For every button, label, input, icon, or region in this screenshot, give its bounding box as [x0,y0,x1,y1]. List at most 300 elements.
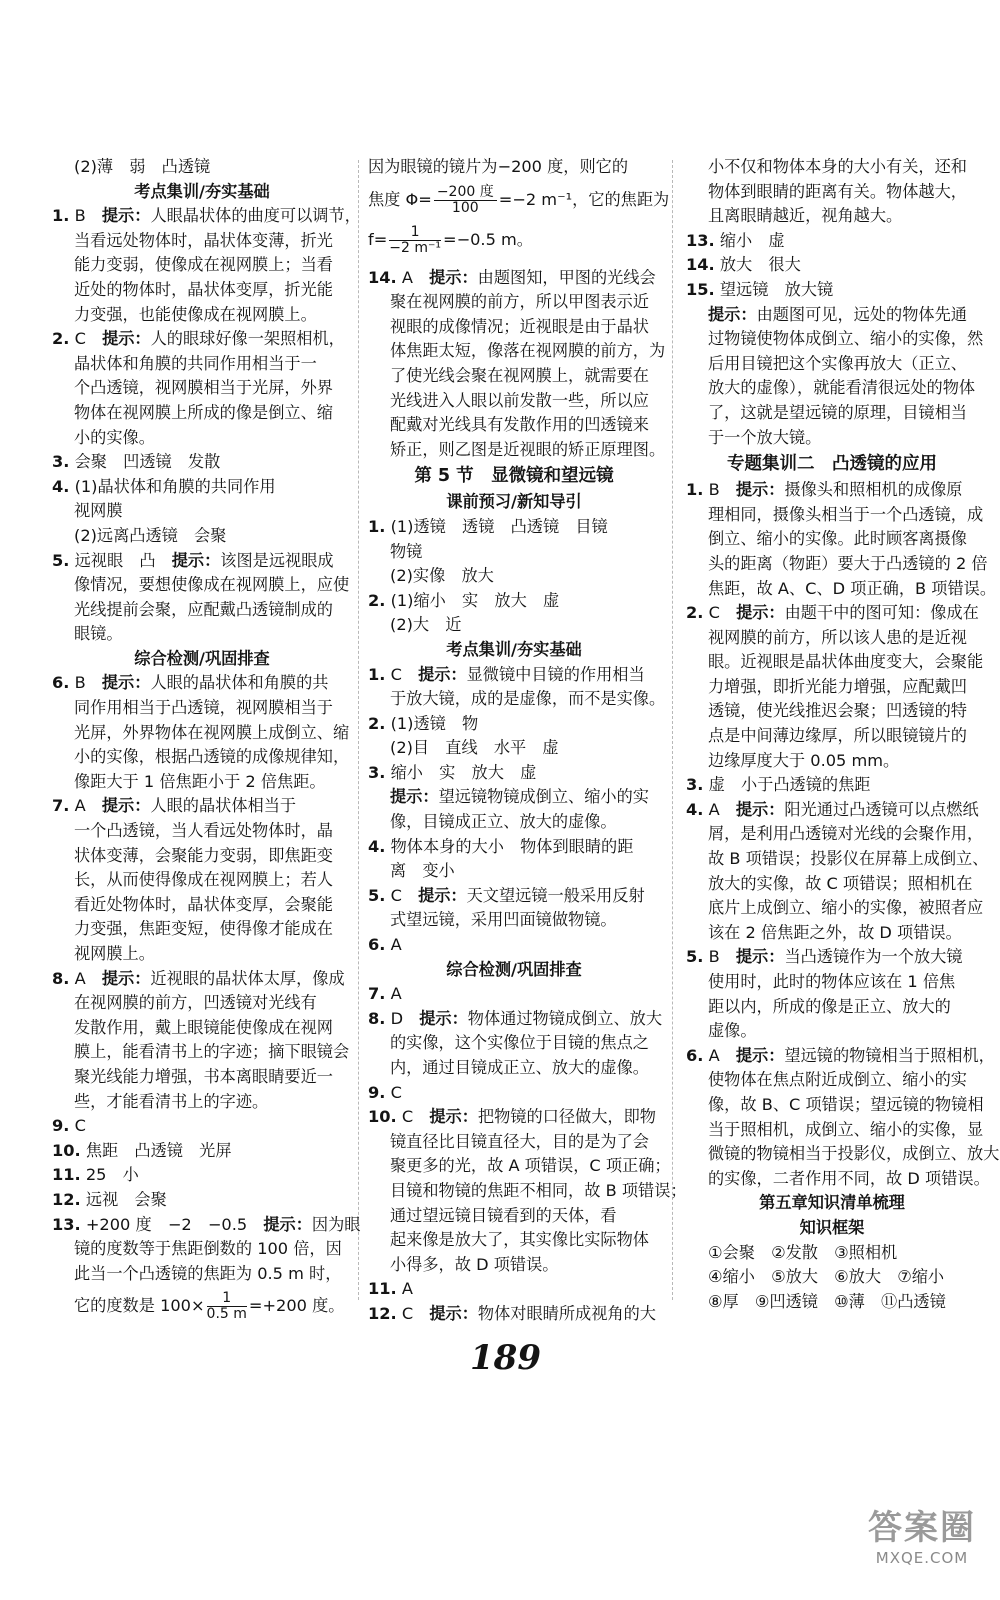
line-text: 的实像，二者作用不同，故 D 项错误。 [708,1168,990,1188]
text-line [686,1265,978,1290]
line-text: 能力变弱，使像成在视网膜上；当看 [74,255,333,275]
text-line [52,155,352,180]
answer-choice: C [385,664,419,684]
line-text: 望远镜的物镜相当于照相机， [784,1045,995,1065]
column-divider-left [358,160,359,1300]
line-text: 聚光线能力增强，书本离眼睛要近一 [74,1066,333,1086]
line-text: (1)缩小 实 放大 虚 [385,590,560,610]
answer-choice: A [703,799,736,819]
line-text: 离 变小 [390,861,455,881]
text-line [368,1253,660,1278]
line-text: 摄像头和照相机的成像原 [784,480,963,500]
line-text: 起来像是放大了，其实像比实际物体 [390,1230,649,1250]
answer-choice: A [396,267,430,287]
line-text: 天文望远镜一般采用反射 [466,885,645,905]
line-text: 头的距离（物距）要大于凸透镜的 2 倍 [708,553,988,573]
line-text: 视网膜 [74,501,123,521]
line-text: 小得多，故 D 项错误。 [390,1254,559,1274]
text-line [52,770,352,795]
line-text: 在视网膜的前方，凹透镜对光线有 [74,993,317,1013]
answer-item [368,1007,663,1032]
answer-choice: 远视眼 凸 [69,550,172,570]
hint-label: 提示： [429,1303,478,1323]
line-text: 当凸透镜作为一个放大镜 [784,947,963,967]
line-text: 边缘厚度大于 0.05 mm。 [708,750,900,770]
answer-column-3 [686,155,1000,1314]
line-text: 此当一个凸透镜的焦距为 0.5 m 时， [74,1263,342,1283]
item-number: 2. [52,329,70,349]
fraction: $\frac{1}{0.5 m}$ [206,1290,247,1323]
text-line [686,204,978,229]
line-text: 该图是远视眼成 [220,550,334,570]
line-text: 镜的度数等于焦距倒数的 100 倍，因 [74,1239,342,1259]
line-text: 通过望远镜目镜看到的天体，看 [390,1205,617,1225]
item-number: 6. [686,1045,704,1065]
text-line [686,626,978,651]
item-number: 2. [368,590,386,610]
text-line [52,253,352,278]
answer-item [52,549,352,574]
text-line [368,859,660,884]
answer-item [52,1163,352,1188]
line-text: 个凸透镜，视网膜相当于光屏，外界 [74,378,333,398]
line-text: 由题图可见，远处的物体先通 [756,304,967,324]
item-number: 4. [368,836,386,856]
item-number: 1. [52,206,70,226]
text-line [686,527,978,552]
hint-label: 提示： [708,304,757,324]
text-line [686,675,978,700]
text-line [368,1056,660,1081]
item-number: 1. [686,480,704,500]
hint-label: 提示： [735,947,785,967]
answer-item [368,266,660,291]
section-heading [368,462,660,490]
line-text: 屑，是利用凸透镜对光线的会聚作用， [708,824,984,844]
item-number: 2. [368,713,386,733]
section-heading [368,958,660,983]
line-text: 焦距，故 A、C、D 项正确，B 项错误。 [708,578,997,598]
answer-item [52,794,352,819]
focal-length-formula-line: f= $\frac{1}{\text{−2 m⁻¹}}$ =−0.5 m。 [368,223,533,256]
section-heading [686,450,978,478]
text-line [686,303,978,328]
text-line: 因为眼镜的镜片为−200 度，则它的 [368,157,629,176]
line-text: 力增强，即折光能力增强，应配戴凹 [708,676,967,696]
text-line [368,290,660,315]
text-line [52,1016,352,1041]
line-text: 发散作用，戴上眼镜能使像成在视网 [74,1017,333,1037]
line-text: 使物体在焦点附近成倒立、缩小的实 [708,1070,967,1090]
line-text: ④缩小 ⑤放大 ⑥放大 ⑦缩小 [708,1267,945,1287]
column-1-lines [52,155,361,1286]
section-heading [368,638,660,663]
text-line [52,819,352,844]
line-text: 物体本身的大小 物体到眼睛的距 [385,836,634,856]
line-text: 像，目镜成正立、放大的虚像。 [390,812,617,832]
item-number: 5. [368,885,386,905]
line-text: 过物镜使物体成倒立、缩小的实像，然 [708,329,984,349]
text-line [52,868,352,893]
line-text: 人眼晶状体的曲度可以调节， [150,206,361,226]
line-text: 聚更多的光，故 A 项错误，C 项正确； [390,1156,671,1176]
item-number: 14. [686,255,715,275]
answer-choice: C [396,1303,430,1323]
line-text: 聚在视网膜的前方，所以甲图表示近 [390,292,649,312]
line-text: 当看远处物体时，晶状体变薄，折光 [74,230,333,250]
text-line [52,278,352,303]
text-line [52,745,352,770]
line-text: (1)透镜 透镜 凸透镜 目镜 [385,516,608,536]
line-text: 焦距 凸透镜 光屏 [80,1140,232,1160]
text-line [52,942,352,967]
text-line [52,1040,352,1065]
hint-label: 提示： [101,673,151,693]
item-number: 12. [368,1303,397,1323]
text-line [686,503,984,528]
item-number: 5. [686,947,704,967]
line-text: 像，故 B、C 项错误；望远镜的物镜相 [708,1094,984,1114]
text-line [52,499,352,524]
text-line [52,352,352,377]
answer-item [52,475,352,500]
line-text: 矫正，则乙图是近视眼的矫正原理图。 [390,439,666,459]
answer-choice: B [703,947,736,967]
line-text: 当于照相机，成倒立、缩小的实像，显 [708,1119,984,1139]
line-text: (2)远离凸透镜 会聚 [74,525,227,545]
text-line [368,908,660,933]
hint-label: 提示： [418,885,467,905]
line-text: 视网膜的前方，所以该人患的是近视 [708,627,967,647]
text-line [686,1290,978,1315]
answer-item [52,671,352,696]
line-text: 缩小 实 放大 虚 [385,762,537,782]
line-text: (2)实像 放大 [390,566,494,586]
text-line [368,785,660,810]
answer-item [368,933,660,958]
text-line [686,1019,978,1044]
line-text: 一个凸透镜，当人看远处物体时，晶 [74,821,333,841]
hint-label: 提示： [429,1107,478,1127]
text-line [52,401,352,426]
answer-item [686,601,978,626]
answer-item [368,1081,660,1106]
hint-label: 提示： [101,968,151,988]
text-line [686,552,988,577]
text-line [52,229,352,254]
line-text: 故 B 项错误；投影仪在屏幕上成倒立、 [708,849,989,869]
hint-label: 提示： [419,1008,468,1028]
item-number: 7. [368,984,386,1004]
section-heading [52,180,352,205]
text-line [368,687,666,712]
line-text: 小的实像，根据凸透镜的成像规律知， [74,747,350,767]
hint-label: 提示： [418,664,467,684]
line-text: 人的眼球好像一架照相机， [150,329,345,349]
answer-item [686,1044,995,1069]
text-line [52,721,352,746]
answer-choice: C [703,603,737,623]
hint-label: 提示： [101,796,151,816]
line-text: 第五章知识清单梳理 [759,1193,905,1213]
text-line [368,413,660,438]
item-number: 6. [368,935,386,955]
line-text: 内，通过目镜成正立、放大的虚像。 [390,1058,649,1077]
answer-choice: C [69,329,103,349]
hint-label: 提示： [735,1045,785,1065]
hint-label: 提示： [735,480,785,500]
text-line [686,577,997,602]
line-text: 力变强，也能使像成在视网膜上。 [74,304,317,324]
text-line [686,352,978,377]
line-text: 显微镜中目镜的作用相当 [466,664,645,684]
item-number: 14. [368,267,397,287]
answer-choice: A [69,796,102,816]
item-number: 7. [52,796,70,816]
line-text: 状体变薄，会聚能力变弱，即焦距变 [74,845,333,865]
text-line [686,1142,1000,1167]
line-text: 目镜和物镜的焦距不相同，故 B 项错误； [390,1180,687,1200]
text-line [686,1118,984,1143]
answer-item [52,1114,352,1139]
focal-power-formula-line: 焦度 Φ= $\frac{\text{−200 度}}{100}$ =−2 m⁻¹，它的焦距为 [368,183,670,216]
text-line [368,613,660,638]
line-text: 同作用相当于凸透镜，视网膜相当于 [74,698,333,718]
answer-item [686,773,978,798]
answer-item [52,450,352,475]
text-line [686,749,978,774]
line-text: 课前预习/新知导引 [446,492,582,512]
line-text: 些，才能看清书上的字迹。 [74,1091,269,1111]
line-text: 像情况，要想使像成在视网膜上，应使 [74,575,350,595]
fraction: $\frac{1}{\text{−2 m⁻¹}}$ [389,223,441,256]
text-line [368,540,660,565]
line-text: 膜上，能看清书上的字迹；摘下眼镜会 [74,1042,350,1062]
text-line [686,1241,978,1266]
line-text: 25 小 [80,1165,139,1185]
line-text: 综合检测/巩固排查 [446,959,582,979]
text-line [368,1130,660,1155]
line-text: 眼。近视眼是晶状体曲度变大，会聚能 [708,652,984,672]
answer-choice: B [69,206,102,226]
line-text: 力变强，焦距变短，使得像才能成在 [74,919,333,939]
answer-item [52,327,352,352]
line-text: 人眼的晶状体相当于 [150,796,297,816]
answer-item [368,712,660,737]
line-text: 光线进入人眼以前发散一些，所以应 [390,390,649,410]
text-line [52,1090,352,1115]
text-line [686,1068,978,1093]
text-line [52,303,352,328]
text-line [686,426,978,451]
line-text: 后用目镜把这个实像再放大（正立、 [708,353,967,373]
text-line [52,1262,352,1287]
answer-choice: C [385,885,419,905]
text-line [52,1237,352,1262]
item-number: 12. [52,1189,81,1209]
watermark [852,1500,992,1567]
degree-formula-line: 它的度数是 100× $\frac{1}{0.5 m}$ =+200 度。 [74,1290,345,1323]
line-text: 近视眼的晶状体太厚，像成 [150,968,345,988]
text-line [52,696,352,721]
text-line [52,622,352,647]
line-text: 远视 会聚 [80,1189,167,1209]
answer-choice: B [703,480,736,500]
text-line [686,872,978,897]
text-line [686,921,978,946]
line-text: 该在 2 倍焦距之外，故 D 项错误。 [708,922,962,942]
text-line [686,401,978,426]
line-text: 小的实像。 [74,427,155,447]
line-text: 物体到眼睛的距离有关。物体越大， [708,181,967,201]
watermark-url: MXQE.COM [875,1549,969,1567]
line-text: 且离眼睛越近，视角越大。 [708,206,903,226]
text-line [52,598,352,623]
answer-item [52,967,352,992]
line-text: 理相同，摄像头相当于一个凸透镜，成 [708,504,984,524]
section-heading [52,647,352,672]
line-text: 物镜 [390,541,423,561]
line-text: 由题图知，甲图的光线会 [477,267,656,287]
answer-item [368,1105,660,1130]
text-line [368,438,666,463]
answer-item [686,945,978,970]
item-number: 9. [52,1116,70,1136]
line-text: 长，从而使得像成在视网膜上；若人 [74,870,333,890]
line-text: 由题干中的图可知：像成在 [784,603,979,623]
text-line [686,822,984,847]
item-number: 6. [52,673,70,693]
answer-item [368,761,660,786]
answer-item [368,835,660,860]
hint-label: 提示： [171,550,221,570]
text-line [368,364,660,389]
line-text: 阳光通过凸透镜可以点燃纸 [784,799,979,819]
answer-item [368,515,660,540]
text-line [368,315,660,340]
text-line [368,1154,671,1179]
hint-label: 提示： [736,603,785,623]
answer-choice: A [69,968,102,988]
item-number: 5. [52,550,70,570]
line-text: 体焦距太短，像落在视网膜的前方，为 [390,341,666,361]
answer-item [686,478,978,503]
section-heading [686,1216,978,1241]
text-line [686,847,989,872]
text-line [686,724,978,749]
item-number: 13. [686,230,715,250]
answer-column-1 [52,155,361,1326]
item-number: 11. [368,1279,397,1299]
line-text: 小不仅和物体本身的大小有关，还和 [708,157,967,176]
line-text: 第 5 节 显微镜和望远镜 [414,466,614,487]
line-text: (1)透镜 物 [385,713,479,733]
line-text: 因为眼 [311,1214,361,1234]
line-text: 视网膜上。 [74,944,155,963]
line-text: 放大的实像，故 C 项错误；照相机在 [708,873,973,893]
answer-item [686,798,978,823]
line-text: 考点集训/夯实基础 [134,181,270,201]
text-line [686,970,978,995]
answer-choice: B [69,673,102,693]
line-text: 物体通过物镜成倒立、放大 [467,1008,663,1028]
line-text: A [396,1279,413,1299]
text-line [686,327,984,352]
line-text: C [69,1116,86,1136]
section-heading [686,1191,978,1216]
item-number: 1. [368,516,386,536]
column-3-lines [686,155,1000,1314]
text-line [368,810,660,835]
line-text: 放大 很大 [714,255,801,275]
text-line [686,650,984,675]
item-number: 3. [368,762,386,782]
hint-label: 提示： [429,267,478,287]
line-text: 视眼的成像情况；近视眼是由于晶状 [390,316,649,336]
item-number: 10. [52,1140,81,1160]
answer-column-2 [368,155,687,1327]
column-2-lines [368,266,687,1327]
answer-choice: C [396,1107,430,1127]
line-text: ⑧厚 ⑨凹透镜 ⑩薄 ⑪凸透镜 [708,1291,946,1311]
line-text: 透镜，使光线推迟会聚；凹透镜的特 [708,701,967,721]
answer-item [52,204,361,229]
line-text: 于放大镜，成的是虚像，而不是实像。 [390,689,666,709]
hint-label: 提示： [735,799,785,819]
text-line [52,426,352,451]
line-text: (2)目 直线 水平 虚 [390,738,559,758]
answer-item [368,1277,660,1302]
text-line [686,155,978,180]
line-text: 了使光线会聚在视网膜上，就需要在 [390,365,649,385]
line-text: 人眼的晶状体和角膜的共 [150,673,329,693]
line-text: 专题集训二 凸透镜的应用 [727,454,937,475]
answer-item [368,663,660,688]
item-number: 4. [52,476,70,496]
answer-item [52,1213,361,1238]
line-text: 近处的物体时，晶状体变厚，折光能 [74,279,333,299]
line-text: ①会聚 ②发散 ③照相机 [708,1242,898,1262]
line-text: 知识框架 [799,1217,865,1237]
answer-item [686,278,978,303]
text-line [686,376,978,401]
item-number: 13. [52,1214,81,1234]
item-number: 15. [686,279,715,299]
line-text: 镜直径比目镜直径大，目的是为了会 [390,1131,649,1151]
line-text: 放大的虚像），就能看清很远处的物体 [708,378,976,398]
answer-choice: D [385,1008,420,1028]
answer-item [686,229,978,254]
line-text: 虚 小于凸透镜的焦距 [703,775,871,795]
item-number: 2. [686,603,704,623]
text-line [52,524,352,549]
hint-label: 提示： [101,206,151,226]
text-line [686,896,984,921]
line-text: 把物镜的口径做大，即物 [477,1107,656,1127]
line-text: 虚像。 [708,1021,757,1041]
text-line [52,1065,352,1090]
hint-label: 提示： [263,1214,312,1234]
item-number: 1. [368,664,386,684]
answer-item [368,1302,660,1327]
page-number: 189 [470,1338,541,1378]
text-line [52,917,352,942]
line-text: (2)大 近 [390,615,462,635]
text-line [686,699,978,724]
text-line [368,1179,687,1204]
line-text: 晶状体和角膜的共同作用相当于一 [74,353,317,373]
line-text: 底片上成倒立、缩小的实像，被照者应 [708,898,984,918]
